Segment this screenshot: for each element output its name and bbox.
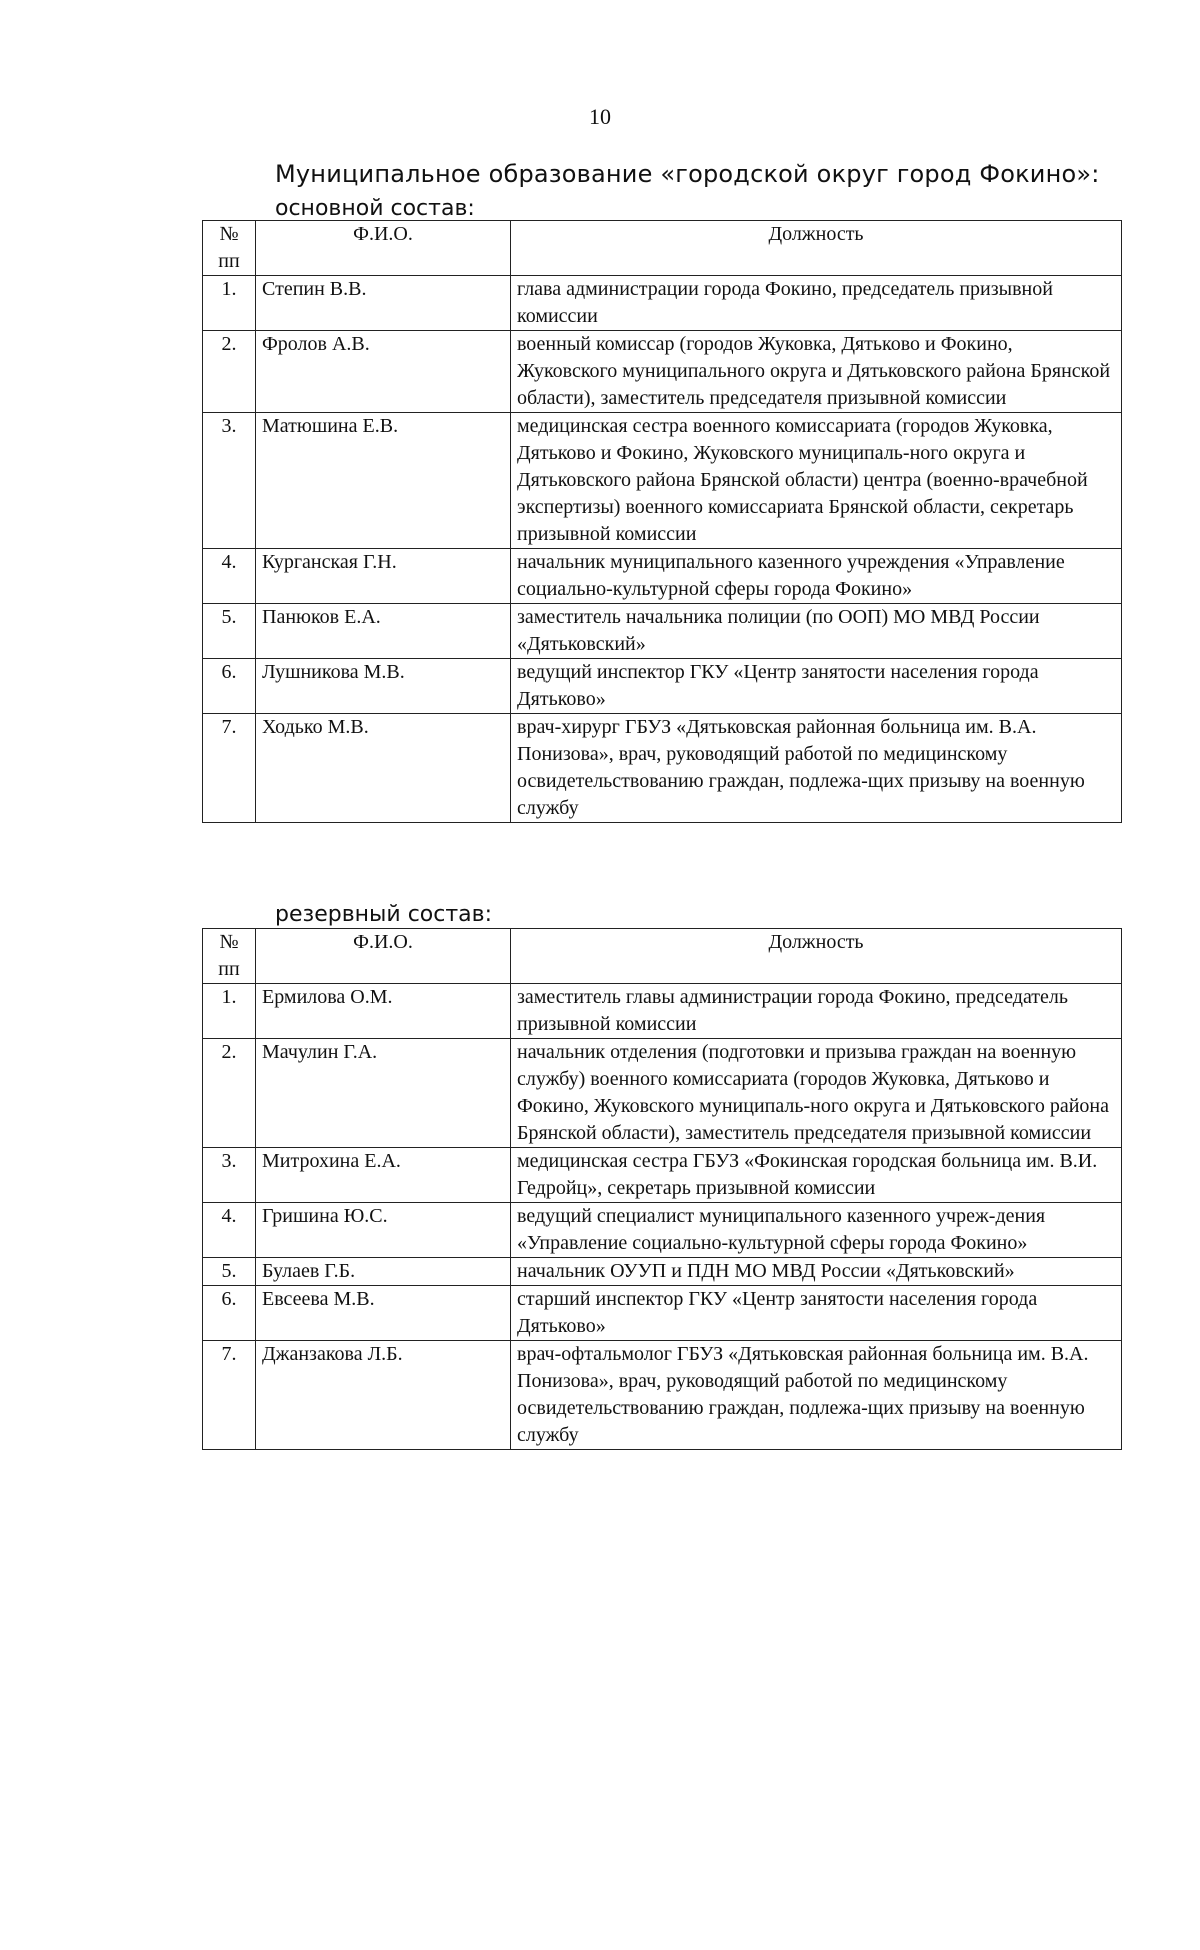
member-position: начальник ОУУП и ПДН МО МВД России «Дятьковский» bbox=[511, 1258, 1122, 1286]
header-number-pp: пп bbox=[218, 958, 240, 980]
table-row bbox=[203, 984, 1122, 1039]
row-number: 7. bbox=[203, 1341, 256, 1450]
table-row bbox=[203, 1148, 1122, 1203]
member-name: Митрохина Е.А. bbox=[256, 1148, 511, 1203]
member-position: военный комиссар (городов Жуковка, Дятьково и Фокино, Жуковского муниципального округа и Дятьковского района Брянской области), заместитель председателя призывной комиссии bbox=[511, 331, 1122, 413]
member-position: медицинская сестра военного комиссариата (городов Жуковка, Дятьково и Фокино, Жуковского муниципаль-ного округа и Дятьковского района Брянской области) центра (военно-врачебной экспертизы) военного комиссариата Брянской области, секретарь призывной комиссии bbox=[511, 413, 1122, 549]
member-position: начальник отделения (подготовки и призыва граждан на военную службу) военного комиссариата (городов Жуковка, Дятьково и Фокино, Жуковского муниципаль-ного округа и Дятьковского района Брянской области), заместитель председателя призывной комиссии bbox=[511, 1039, 1122, 1148]
table-row bbox=[203, 413, 1122, 549]
header-number bbox=[203, 221, 256, 276]
table-header-row bbox=[203, 929, 1122, 984]
member-name: Булаев Г.Б. bbox=[256, 1258, 511, 1286]
row-number: 5. bbox=[203, 604, 256, 659]
table-row bbox=[203, 331, 1122, 413]
row-number: 1. bbox=[203, 984, 256, 1039]
member-name: Джанзакова Л.Б. bbox=[256, 1341, 511, 1450]
table-row bbox=[203, 604, 1122, 659]
member-name: Курганская Г.Н. bbox=[256, 549, 511, 604]
header-fio: Ф.И.О. bbox=[256, 929, 511, 984]
reserve-composition-table bbox=[202, 928, 1122, 1450]
row-number: 1. bbox=[203, 276, 256, 331]
table-row bbox=[203, 714, 1122, 823]
table-row bbox=[203, 1258, 1122, 1286]
row-number: 7. bbox=[203, 714, 256, 823]
main-composition-table bbox=[202, 220, 1122, 823]
member-position: ведущий специалист муниципального казенного учреж-дения «Управление социально-культурной сферы города Фокино» bbox=[511, 1203, 1122, 1258]
member-name: Гришина Ю.С. bbox=[256, 1203, 511, 1258]
member-name: Ермилова О.М. bbox=[256, 984, 511, 1039]
table-row bbox=[203, 1203, 1122, 1258]
member-name: Фролов А.В. bbox=[256, 331, 511, 413]
row-number: 2. bbox=[203, 1039, 256, 1148]
member-position: врач-хирург ГБУЗ «Дятьковская районная больница им. В.А. Понизова», врач, руководящий работой по медицинскому освидетельствованию граждан, подлежа-щих призыву на военную службу bbox=[511, 714, 1122, 823]
row-number: 4. bbox=[203, 549, 256, 604]
document-title: Муниципальное образование «городской округ город Фокино»: bbox=[275, 160, 1100, 188]
member-position: начальник муниципального казенного учреждения «Управление социально-культурной сферы города Фокино» bbox=[511, 549, 1122, 604]
member-name: Мачулин Г.А. bbox=[256, 1039, 511, 1148]
row-number: 6. bbox=[203, 1286, 256, 1341]
member-position: старший инспектор ГКУ «Центр занятости населения города Дятьково» bbox=[511, 1286, 1122, 1341]
reserve-table-body bbox=[203, 984, 1122, 1450]
member-name: Матюшина Е.В. bbox=[256, 413, 511, 549]
main-section-label: основной состав: bbox=[275, 196, 475, 221]
page-number: 10 bbox=[589, 104, 611, 129]
member-position: ведущий инспектор ГКУ «Центр занятости населения города Дятьково» bbox=[511, 659, 1122, 714]
member-position: врач-офтальмолог ГБУЗ «Дятьковская районная больница им. В.А. Понизова», врач, руководящий работой по медицинскому освидетельствованию граждан, подлежа-щих призыву на военную службу bbox=[511, 1341, 1122, 1450]
member-name: Лушникова М.В. bbox=[256, 659, 511, 714]
member-name: Ходько М.В. bbox=[256, 714, 511, 823]
row-number: 3. bbox=[203, 1148, 256, 1203]
member-position: медицинская сестра ГБУЗ «Фокинская городская больница им. В.И. Гедройц», секретарь призывной комиссии bbox=[511, 1148, 1122, 1203]
member-position: заместитель главы администрации города Фокино, председатель призывной комиссии bbox=[511, 984, 1122, 1039]
member-name: Евсеева М.В. bbox=[256, 1286, 511, 1341]
table-row bbox=[203, 549, 1122, 604]
header-number-sign: № bbox=[219, 223, 239, 245]
row-number: 2. bbox=[203, 331, 256, 413]
reserve-section-label: резервный состав: bbox=[275, 902, 493, 927]
header-position: Должность bbox=[511, 221, 1122, 276]
table-row bbox=[203, 1286, 1122, 1341]
member-name: Панюков Е.А. bbox=[256, 604, 511, 659]
row-number: 4. bbox=[203, 1203, 256, 1258]
member-position: заместитель начальника полиции (по ООП) МО МВД России «Дятьковский» bbox=[511, 604, 1122, 659]
row-number: 5. bbox=[203, 1258, 256, 1286]
header-fio: Ф.И.О. bbox=[256, 221, 511, 276]
main-table-body bbox=[203, 276, 1122, 823]
member-position: глава администрации города Фокино, председатель призывной комиссии bbox=[511, 276, 1122, 331]
table-row bbox=[203, 1039, 1122, 1148]
table-row bbox=[203, 1341, 1122, 1450]
header-number bbox=[203, 929, 256, 984]
member-name: Степин В.В. bbox=[256, 276, 511, 331]
table-header-row bbox=[203, 221, 1122, 276]
header-number-pp: пп bbox=[218, 250, 240, 272]
header-position: Должность bbox=[511, 929, 1122, 984]
header-number-sign: № bbox=[219, 931, 239, 953]
row-number: 3. bbox=[203, 413, 256, 549]
table-row bbox=[203, 659, 1122, 714]
table-row bbox=[203, 276, 1122, 331]
row-number: 6. bbox=[203, 659, 256, 714]
